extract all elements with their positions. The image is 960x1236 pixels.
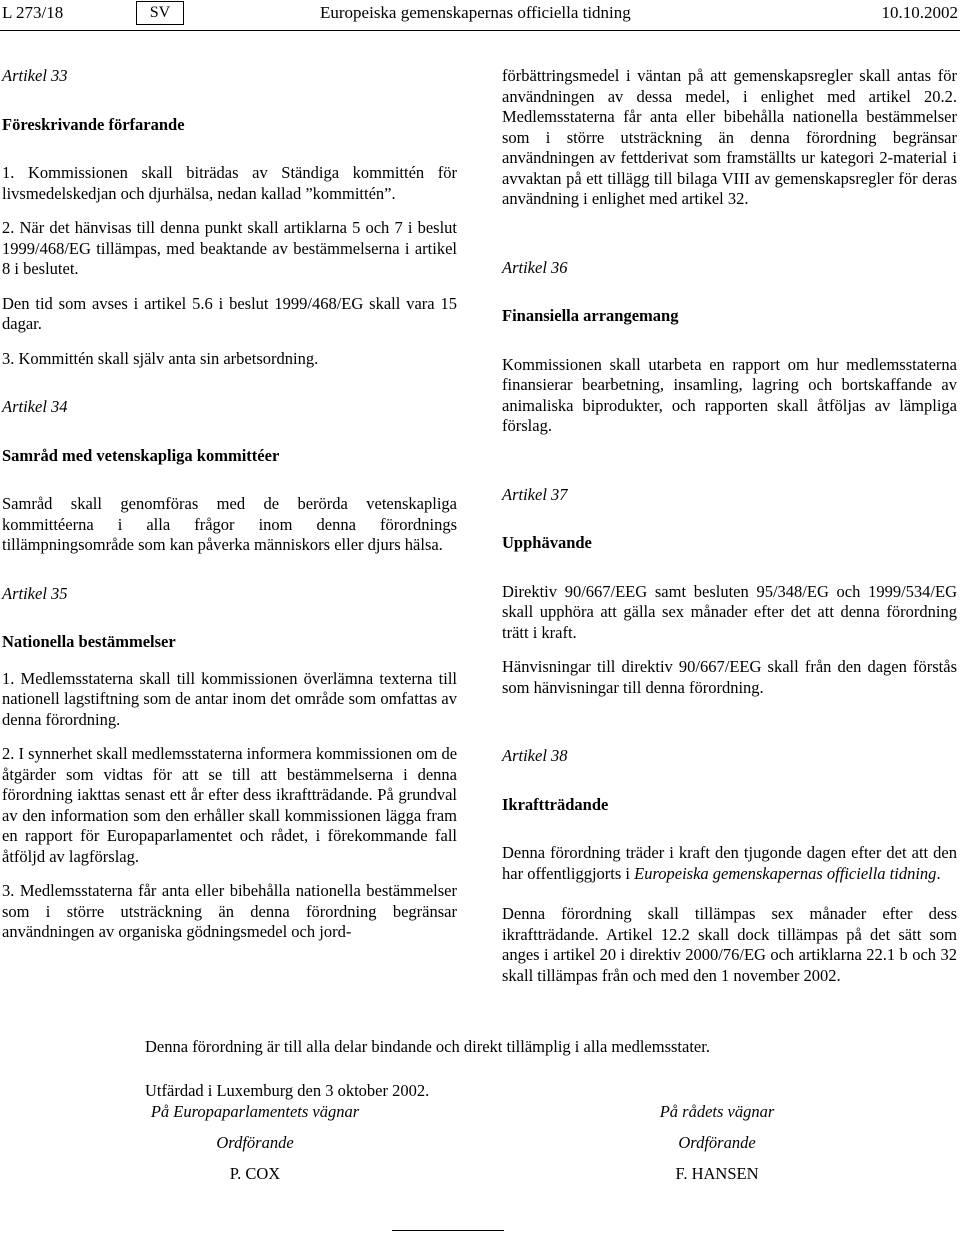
article-33-paragraph-3: Den tid som avses i artikel 5.6 i beslut 1999/468/EG skall vara 15 dagar. <box>2 293 457 333</box>
page-header <box>0 0 960 30</box>
article-34-title: Samråd med vetenskapliga kommittéer <box>2 445 280 465</box>
signature-block-parliament <box>120 1102 390 1195</box>
signature-on-behalf-council: På rådets vägnar <box>659 1102 775 1121</box>
journal-reference: L 273/18 <box>2 3 64 22</box>
article-38-p1-start: Denna förordning träder i kraft den tjugonde dagen efter det att den har offentliggjorts i <box>502 843 957 883</box>
done-at-statement: Utfärdad i Luxemburg den 3 oktober 2002. <box>145 1081 430 1100</box>
article-35-paragraph-1: 1. Medlemsstaterna skall till kommissionen överlämna texterna till nationell lagstiftning som de antar inom det område som omfattas av denna förordning. <box>2 668 457 729</box>
signature-role-parliament: Ordförande <box>216 1133 294 1152</box>
signature-role-council: Ordförande <box>678 1133 756 1152</box>
article-36-paragraph-1: Kommissionen skall utarbeta en rapport om hur medlemsstaterna finansierar bearbetning, insamling, lagring och bortskaffande av animaliska biprodukter, och rapporten skall åtföljas av lämpliga förslag. <box>502 354 957 435</box>
article-38-title: Ikraftträdande <box>502 794 609 814</box>
signature-on-behalf-parliament: På Europaparlamentets vägnar <box>150 1102 360 1121</box>
article-38-p1-end: . <box>936 863 941 883</box>
article-38-heading: Artikel 38 <box>502 746 568 765</box>
article-37-title: Upphävande <box>502 533 592 552</box>
article-33-paragraph-2: 2. När det hänvisas till denna punkt skall artiklarna 5 och 7 i beslut 1999/468/EG tillämpas, med beaktande av bestämmelserna i artikel 8 i beslutet. <box>2 218 457 278</box>
left-column <box>2 66 457 957</box>
article-36-title: Finansiella arrangemang <box>502 306 679 325</box>
article-35-continuation: förbättringsmedel i väntan på att gemenskapsregler skall antas för användningen av dessa medel, i enlighet med artikel 20.2. Medlemsstaterna får anta eller bibehålla nationella bestämmelser som i större utsträckning än denna förordning begränsar användningen av fettderivat som framställts ur kategori 2-material i avvaktan på ett tillägg till bilaga VIII av gemenskapsregler för deras användning i enlighet med artikel 32. <box>502 66 957 208</box>
article-36-heading: Artikel 36 <box>502 257 568 277</box>
article-34-paragraph-1: Samråd skall genomföras med de berörda vetenskapliga kommittéerna i alla frågor inom denna förordnings tillämpningsområde som kan påverka människors eller djurs hälsa. <box>2 494 457 554</box>
article-35-heading: Artikel 35 <box>2 583 68 603</box>
binding-statement: Denna förordning är till alla delar bindande och direkt tillämplig i alla medlemsstater. <box>145 1037 710 1056</box>
article-34-heading: Artikel 34 <box>2 397 68 416</box>
article-33-title: Föreskrivande förfarande <box>2 114 185 134</box>
article-35-paragraph-3: 3. Medlemsstaterna får anta eller bibehålla nationella bestämmelser som i större utsträckning än denna förordning begränsar användningen av organiska gödningsmedel och jord- <box>2 881 457 941</box>
article-33-heading: Artikel 33 <box>2 66 68 85</box>
article-35-paragraph-2: 2. I synnerhet skall medlemsstaterna informera kommissionen om de åtgärder som vidtas för att se till att bestämmelserna i denna förordning iakttas senast ett år efter dess ikraftträdande. På grundval av den information som den erhåller skall kommissionen lägga fram en rapport för Europaparlamentet och rådet, i förekommande fall åtföljd av lagförslag. <box>2 744 458 866</box>
article-33-paragraph-1: 1. Kommissionen skall biträdas av Ständiga kommittén för livsmedelskedjan och djurhälsa, nedan kallad ”kommittén”. <box>2 163 457 203</box>
journal-name-italic: Europeiska gemenskapernas officiella tidning <box>634 863 937 883</box>
header-rule <box>0 30 960 31</box>
language-badge: SV <box>136 1 184 25</box>
article-38-paragraph-2: Denna förordning skall tillämpas sex månader efter dess ikraftträdande. Artikel 12.2 skall dock tillämpas på det sätt som anges i artikel 20 i direktiv 2000/76/EG och artiklarna 22.1 b och 32 skall tillämpas från och med den 1 november 2002. <box>502 904 957 985</box>
right-column <box>502 66 957 1000</box>
signature-name-council: F. HANSEN <box>675 1164 759 1183</box>
article-37-paragraph-1: Direktiv 90/667/EEG samt besluten 95/348/EG och 1999/534/EG skall upphöra att gälla sex månader efter det att denna förordning trätt i kraft. <box>502 581 957 642</box>
article-35-title: Nationella bestämmelser <box>2 632 176 651</box>
article-33-paragraph-4: 3. Kommittén skall själv anta sin arbetsordning. <box>2 348 319 368</box>
publication-title: Europeiska gemenskapernas officiella tidning <box>320 3 631 22</box>
publication-date: 10.10.2002 <box>881 3 958 22</box>
article-38-paragraph-1 <box>502 843 957 884</box>
article-37-paragraph-2: Hänvisningar till direktiv 90/667/EEG skall från den dagen förstås som hänvisningar till denna förordning. <box>502 657 957 697</box>
signature-block-council <box>582 1102 852 1195</box>
footnote-rule <box>392 1230 504 1231</box>
signature-name-parliament: P. COX <box>229 1164 281 1183</box>
article-37-heading: Artikel 37 <box>502 484 568 504</box>
